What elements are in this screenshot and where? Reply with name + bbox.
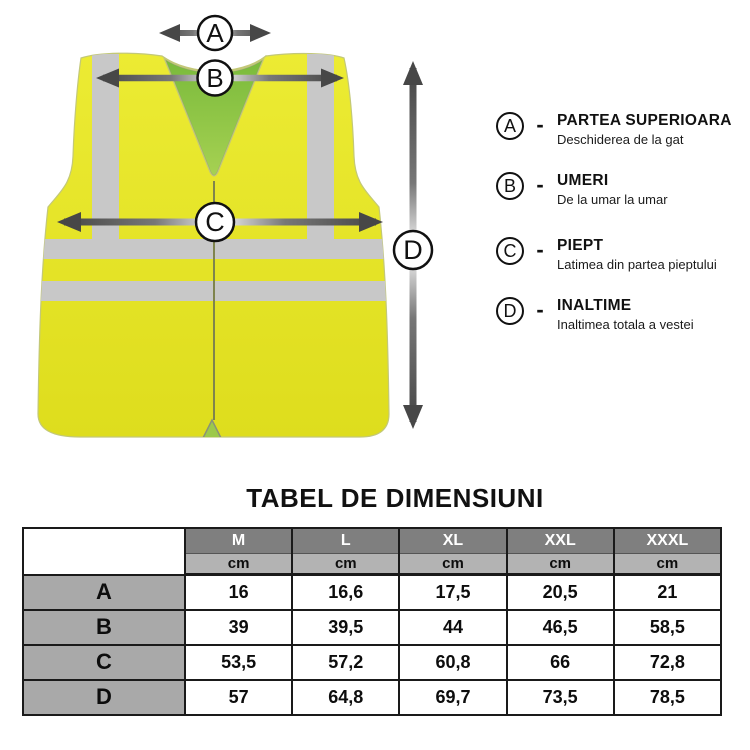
legend-subtitle-d: Inaltimea totala a vestei xyxy=(557,317,694,332)
column-header-l: L xyxy=(292,528,399,554)
legend-dash: - xyxy=(536,297,544,322)
vest-label-c xyxy=(196,203,234,241)
table-row-a xyxy=(23,575,721,610)
legend-circle-c: C xyxy=(496,237,524,265)
legend-title-d: INALTIME xyxy=(557,297,632,314)
value-c-xxl: 66 xyxy=(507,645,614,680)
value-d-xxl: 73,5 xyxy=(507,680,614,715)
table-row-d xyxy=(23,680,721,715)
legend-dash: - xyxy=(536,237,544,262)
unit-cell: cm xyxy=(185,554,292,575)
svg-text:A: A xyxy=(206,18,224,48)
legend-subtitle-b: De la umar la umar xyxy=(557,192,668,207)
legend-subtitle-c: Latimea din partea pieptului xyxy=(557,257,717,272)
value-a-l: 16,6 xyxy=(292,575,399,610)
legend-circle-a: A xyxy=(496,112,524,140)
value-c-m: 53,5 xyxy=(185,645,292,680)
row-label-a: A xyxy=(23,575,185,610)
reflective-stripe-chest-upper xyxy=(30,239,442,259)
legend-circle-d: D xyxy=(496,297,524,325)
vest-label-d xyxy=(394,231,432,269)
legend-item-a xyxy=(496,112,732,148)
vest-measurement-diagram xyxy=(0,0,470,470)
legend-title-a: PARTEA SUPERIOARA xyxy=(557,112,732,129)
vest-label-a xyxy=(198,16,232,50)
table-row-b xyxy=(23,610,721,645)
legend-dash: - xyxy=(536,112,544,137)
size-table xyxy=(22,527,722,716)
value-a-m: 16 xyxy=(185,575,292,610)
column-header-m: M xyxy=(185,528,292,554)
value-c-l: 57,2 xyxy=(292,645,399,680)
value-d-m: 57 xyxy=(185,680,292,715)
row-label-c: C xyxy=(23,645,185,680)
value-a-xl: 17,5 xyxy=(399,575,506,610)
value-b-xxxl: 58,5 xyxy=(614,610,721,645)
svg-text:B: B xyxy=(206,63,224,93)
legend-dash: - xyxy=(536,172,544,197)
table-row-c xyxy=(23,645,721,680)
unit-cell: cm xyxy=(507,554,614,575)
unit-cell: cm xyxy=(292,554,399,575)
value-b-xxl: 46,5 xyxy=(507,610,614,645)
column-header-xxxl: XXXL xyxy=(614,528,721,554)
legend-item-d xyxy=(496,297,694,333)
legend-title-b: UMERI xyxy=(557,172,609,189)
reflective-stripe-chest-lower xyxy=(30,281,442,301)
unit-cell: cm xyxy=(399,554,506,575)
legend-circle-b: B xyxy=(496,172,524,200)
row-label-b: B xyxy=(23,610,185,645)
value-b-xl: 44 xyxy=(399,610,506,645)
value-a-xxl: 20,5 xyxy=(507,575,614,610)
svg-text:C: C xyxy=(205,207,225,237)
legend-subtitle-a: Deschiderea de la gat xyxy=(557,132,684,147)
row-label-d: D xyxy=(23,680,185,715)
value-c-xxxl: 72,8 xyxy=(614,645,721,680)
legend-item-c xyxy=(496,237,717,273)
value-d-xl: 69,7 xyxy=(399,680,506,715)
table-corner-cell xyxy=(23,528,185,575)
unit-cell: cm xyxy=(614,554,721,575)
legend-item-b xyxy=(496,172,668,208)
vest-label-b xyxy=(198,61,233,96)
value-d-xxxl: 78,5 xyxy=(614,680,721,715)
value-c-xl: 60,8 xyxy=(399,645,506,680)
value-d-l: 64,8 xyxy=(292,680,399,715)
legend-title-c: PIEPT xyxy=(557,237,604,254)
svg-text:D: D xyxy=(403,235,423,265)
value-a-xxxl: 21 xyxy=(614,575,721,610)
table-row-sizes xyxy=(23,528,721,554)
column-header-xl: XL xyxy=(399,528,506,554)
vest-diagram-svg xyxy=(0,0,470,470)
size-table-title: TABEL DE DIMENSIUNI xyxy=(246,483,544,513)
column-header-xxl: XXL xyxy=(507,528,614,554)
value-b-m: 39 xyxy=(185,610,292,645)
value-b-l: 39,5 xyxy=(292,610,399,645)
